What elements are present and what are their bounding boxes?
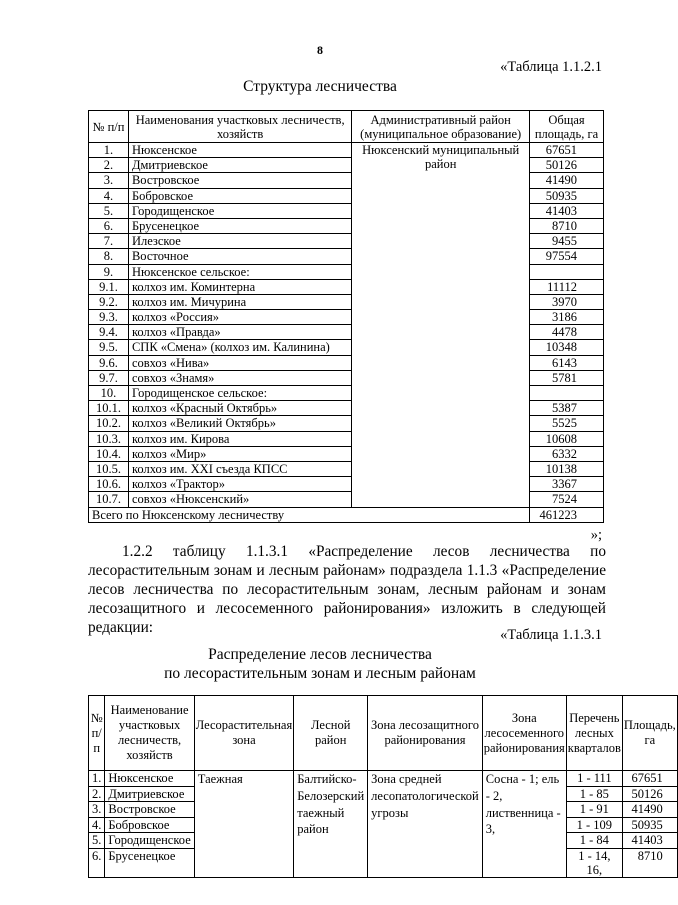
row-name: Илезское: [128, 234, 351, 249]
header-name: Наименование участковых лесничеств, хозяйств: [105, 696, 194, 771]
row-area: 67651: [622, 771, 677, 787]
row-area: 50935: [622, 817, 677, 833]
row-name: Нюксенское сельское:: [128, 264, 351, 279]
table1-label: «Таблица 1.1.2.1: [500, 59, 602, 75]
page-number: 8: [317, 43, 323, 57]
row-name: Восточное: [128, 249, 351, 264]
district-cell: Нюксенский муниципальный район: [352, 143, 530, 508]
table-header-row: [89, 111, 604, 143]
row-name: колхоз «Россия»: [128, 310, 351, 325]
row-quarters: 1 - 14, 16,: [566, 848, 622, 877]
row-quarters: 1 - 109: [566, 817, 622, 833]
row-number: 9.1.: [89, 279, 129, 294]
row-area: 50126: [530, 158, 604, 173]
row-number: 10.4.: [89, 446, 129, 461]
row-area: 9455: [530, 234, 604, 249]
header-zone: Лесорастительная зона: [194, 696, 293, 771]
row-area: 8710: [530, 218, 604, 233]
row-number: 3.: [89, 802, 105, 818]
region-cell: Балтийско-Белозерский таежный район: [294, 771, 368, 878]
row-number: 4.: [89, 188, 129, 203]
row-area: 7524: [530, 492, 604, 507]
row-area: 41490: [622, 802, 677, 818]
row-name: Городищенское: [105, 833, 194, 849]
row-name: Брусенецкое: [128, 218, 351, 233]
row-name: колхоз им. XXI съезда КПСС: [128, 461, 351, 476]
row-area: 8710: [622, 848, 677, 877]
row-area: 5387: [530, 401, 604, 416]
row-number: 1.: [89, 771, 105, 787]
row-area: 10608: [530, 431, 604, 446]
header-quarters: Перечень лесных кварталов: [566, 696, 622, 771]
row-quarters: 1 - 91: [566, 802, 622, 818]
row-number: 9.5.: [89, 340, 129, 355]
row-number: 9.3.: [89, 310, 129, 325]
total-label: Всего по Нюксенскому лесничеству: [89, 507, 530, 522]
row-number: 10.2.: [89, 416, 129, 431]
table-row: [89, 143, 604, 158]
row-number: 9.2.: [89, 294, 129, 309]
row-number: 6.: [89, 218, 129, 233]
row-name: Городищенское: [128, 203, 351, 218]
row-area: 6143: [530, 355, 604, 370]
zone-cell: Таежная: [194, 771, 293, 878]
row-number: 10.6.: [89, 477, 129, 492]
row-number: 10.1.: [89, 401, 129, 416]
row-number: 10.7.: [89, 492, 129, 507]
table-header-row: [89, 696, 678, 771]
row-area: 4478: [530, 325, 604, 340]
row-area: 41403: [622, 833, 677, 849]
seed-zone-cell: Сосна - 1; ель - 2, лиственница - 3,: [482, 771, 566, 878]
row-area: [530, 264, 604, 279]
row-number: 9.7.: [89, 370, 129, 385]
row-area: 3186: [530, 310, 604, 325]
paragraph-text: 1.2.2 таблицу 1.1.3.1 «Распределение лесов лесничества по лесорастительным зонам и лесным районам» подраздела 1.1.3 «Распределение лесов лесничества по лесорастительным зонам, лесным районам и зонам лесозащитного и лесосеменного районирования» изложить в следующей редакции:: [88, 543, 606, 636]
closing-quote: »;: [590, 527, 602, 543]
row-name: совхоз «Нива»: [128, 355, 351, 370]
row-number: 9.: [89, 264, 129, 279]
header-num: № п/п: [89, 696, 105, 771]
row-number: 10.5.: [89, 461, 129, 476]
row-area: 41490: [530, 173, 604, 188]
row-area: 6332: [530, 446, 604, 461]
table2-title-line1: Распределение лесов лесничества: [208, 646, 432, 663]
row-number: 9.4.: [89, 325, 129, 340]
row-name: СПК «Смена» (колхоз им. Калинина): [128, 340, 351, 355]
row-name: Бобровское: [128, 188, 351, 203]
row-name: совхоз «Нюксенский»: [128, 492, 351, 507]
header-seed-zone: Зона лесосеменного районирования: [482, 696, 566, 771]
row-number: 2.: [89, 786, 105, 802]
table2-title-line2: по лесорастительным зонам и лесным районам: [164, 665, 476, 682]
forestry-structure-table: [88, 110, 604, 523]
row-name: колхоз им. Мичурина: [128, 294, 351, 309]
row-name: Востровское: [105, 802, 194, 818]
header-protect-zone: Зона лесозащитного районирования: [368, 696, 483, 771]
row-name: Востровское: [128, 173, 351, 188]
row-name: Брусенецкое: [105, 848, 194, 877]
row-quarters: 1 - 84: [566, 833, 622, 849]
row-number: 8.: [89, 249, 129, 264]
row-name: колхоз «Великий Октябрь»: [128, 416, 351, 431]
row-number: 10.3.: [89, 431, 129, 446]
row-number: 9.6.: [89, 355, 129, 370]
row-area: 5781: [530, 370, 604, 385]
header-name: Наименования участковых лесничеств, хозяйств: [128, 111, 351, 143]
row-number: 3.: [89, 173, 129, 188]
row-number: 5.: [89, 203, 129, 218]
row-area: [530, 386, 604, 401]
row-area: 10348: [530, 340, 604, 355]
row-name: Бобровское: [105, 817, 194, 833]
row-number: 4.: [89, 817, 105, 833]
protect-zone-cell: Зона средней лесопатологической угрозы: [368, 771, 483, 878]
row-area: 10138: [530, 461, 604, 476]
row-area: 5525: [530, 416, 604, 431]
row-quarters: 1 - 85: [566, 786, 622, 802]
forest-zones-table: [88, 695, 678, 878]
row-name: колхоз им. Кирова: [128, 431, 351, 446]
table2-title: [0, 645, 640, 683]
total-row: [89, 507, 604, 522]
total-area: 461223: [530, 507, 604, 522]
table1-title: Структура лесничества: [243, 78, 397, 95]
row-number: 10.: [89, 386, 129, 401]
table-row: [89, 771, 678, 787]
row-number: 5.: [89, 833, 105, 849]
row-area: 97554: [530, 249, 604, 264]
row-number: 1.: [89, 143, 129, 158]
table2-label: «Таблица 1.1.3.1: [500, 627, 602, 643]
header-district: Административный район (муниципальное образование): [352, 111, 530, 143]
row-quarters: 1 - 111: [566, 771, 622, 787]
header-region: Лесной район: [294, 696, 368, 771]
row-area: 50935: [530, 188, 604, 203]
row-number: 6.: [89, 848, 105, 877]
row-area: 50126: [622, 786, 677, 802]
row-name: Нюксенское: [128, 143, 351, 158]
row-name: Городищенское сельское:: [128, 386, 351, 401]
amendment-paragraph: [88, 542, 606, 637]
row-name: Дмитриевское: [105, 786, 194, 802]
row-name: колхоз «Правда»: [128, 325, 351, 340]
row-name: колхоз «Красный Октябрь»: [128, 401, 351, 416]
header-area: Общая площадь, га: [530, 111, 604, 143]
row-name: колхоз им. Коминтерна: [128, 279, 351, 294]
row-area: 3970: [530, 294, 604, 309]
row-area: 67651: [530, 143, 604, 158]
row-name: совхоз «Знамя»: [128, 370, 351, 385]
row-area: 11112: [530, 279, 604, 294]
row-name: Дмитриевское: [128, 158, 351, 173]
row-area: 41403: [530, 203, 604, 218]
row-name: Нюксенское: [105, 771, 194, 787]
row-number: 7.: [89, 234, 129, 249]
row-name: колхоз «Трактор»: [128, 477, 351, 492]
header-num: № п/п: [89, 111, 129, 143]
row-name: колхоз «Мир»: [128, 446, 351, 461]
row-number: 2.: [89, 158, 129, 173]
row-area: 3367: [530, 477, 604, 492]
header-area: Площадь, га: [622, 696, 677, 771]
